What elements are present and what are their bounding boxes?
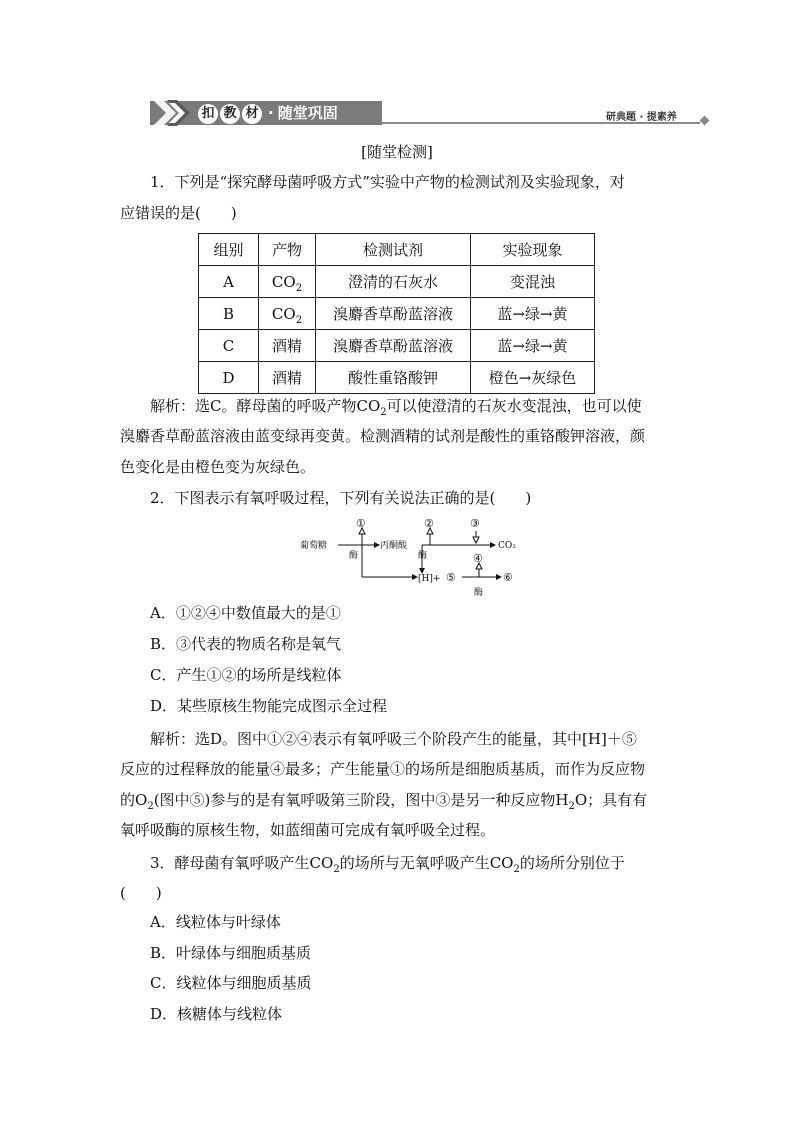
product-subscript: 2 [295,282,303,294]
arrowhead [490,542,496,548]
q2-stem: 2．下图表示有氧呼吸过程，下列有关说法正确的是( ) [150,489,532,507]
label-pyruvate: 丙酮酸 [380,541,408,551]
label-circle-6: ⑥ [503,571,513,584]
q1-analysis-line3: 色变化是由橙色变为灰绿色。 [120,458,316,476]
table-row [199,330,595,362]
arrowhead [496,574,502,580]
diamond-icon [700,116,710,126]
q2-option-c: C．产生①②的场所是线粒体 [150,666,342,684]
q3-stem-line2: ( ) [120,884,162,902]
table-header-cell: 产物 [259,234,316,266]
banner-badge: 扣 [198,104,218,124]
q3-option-b: B．叶绿体与细胞质基质 [150,944,312,962]
table-row [199,298,595,330]
table-cell-group: D [199,362,259,394]
text-span: 的场所分别位于 [519,854,625,872]
q2-analysis-line4: 氧呼吸酶的原核生物，如蓝细菌可完成有氧呼吸全过程。 [120,821,496,839]
label-h-plus: [H]+ [418,574,441,584]
table-header-cell: 实验现象 [471,234,595,266]
table-cell-phenomenon: 蓝→绿→黄 [471,298,595,330]
table-cell-reagent: 溴麝香草酚蓝溶液 [316,330,471,362]
subscript: 2 [513,864,520,875]
product-text: 酒精 [271,368,302,387]
subscript: 2 [568,801,575,812]
text-span: O；具有有 [574,791,648,809]
q1-analysis-line1 [150,396,642,416]
subscript: 2 [380,407,387,418]
table-cell-product [259,362,316,394]
arrowhead-hollow [473,537,479,543]
banner-separator: · [268,104,274,122]
text-span: 的场所与无氧呼吸产生CO [339,854,514,872]
product-text: 酒精 [271,336,302,355]
q2-analysis-line1: 解析：选D。图中①②④表示有氧呼吸三个阶段产生的能量，其中[H]＋⑤ [150,730,637,748]
label-co2: CO₂ [498,541,516,551]
table-cell-group: C [199,330,259,362]
banner-badge: 教 [220,104,240,124]
table-header-cell: 检测试剂 [316,234,471,266]
q3-option-a: A．线粒体与叶绿体 [150,913,281,931]
q3-option-d: D．核糖体与线粒体 [150,1005,283,1023]
chevron-arrows-icon [153,100,199,126]
label-circle-2: ② [424,518,434,530]
table-cell-group: B [199,298,259,330]
table-cell-product [259,266,316,298]
subscript: 2 [147,801,154,812]
banner-title [198,101,338,125]
q1-analysis-line2: 溴麝香草酚蓝溶液由蓝变绿再变黄。检测酒精的试剂是酸性的重铬酸钾溶液，颜 [120,427,646,445]
table-cell-phenomenon: 蓝→绿→黄 [471,330,595,362]
banner-subtitle: 随堂巩固 [277,104,338,122]
q2-option-d: D．某些原核生物能完成图示全过程 [150,697,388,715]
text-span: (图中⑤)参与的是有氧呼吸第三阶段，图中③是另一种反应物H [153,791,569,809]
label-glucose: 葡萄糖 [300,541,328,551]
section-title: [随堂检测] [361,143,433,161]
text-span: 的O [120,791,148,809]
product-subscript: 2 [295,314,303,326]
q1-stem-line1: 1．下列是“探究酵母菌呼吸方式”实验中产物的检测试剂及实验现象，对 [150,173,625,191]
label-circle-3: ③ [470,518,480,530]
label-enzyme: 酶 [474,588,484,598]
aerobic-respiration-diagram [300,518,520,598]
label-enzyme: 酶 [349,551,359,561]
label-circle-4: ④ [473,552,483,565]
table-cell-reagent: 澄清的石灰水 [316,266,471,298]
table-cell-reagent: 酸性重铬酸钾 [316,362,471,394]
table-cell-product [259,330,316,362]
q2-option-b: B．③代表的物质名称是氧气 [150,635,342,653]
table-cell-phenomenon: 橙色→灰绿色 [471,362,595,394]
product-text: CO [271,304,296,323]
table-cell-group: A [199,266,259,298]
q3-stem-line1 [150,853,625,873]
text-span: 可以使澄清的石灰水变混浊，也可以使 [386,397,642,415]
q1-stem-line2: 应错误的是( ) [120,204,237,222]
q2-analysis-line3 [120,790,647,810]
subscript: 2 [333,864,340,875]
label-enzyme: 酶 [418,551,428,561]
q2-analysis-line2: 反应的过程释放的能量④最多；产生能量①的场所是细胞质基质，而作为反应物 [120,760,646,778]
text-span: 解析：选C。酵母菌的呼吸产物CO [150,397,381,415]
table-row [199,266,595,298]
text-span: 3．酵母菌有氧呼吸产生CO [150,854,334,872]
table-cell-phenomenon: 变混浊 [471,266,595,298]
header-right-label: 研典题 · 提素养 [606,112,677,123]
table-header-cell: 组别 [199,234,259,266]
q3-option-c: C．线粒体与细胞质基质 [150,974,312,992]
banner-badge: 材 [242,104,262,124]
table-cell-reagent: 溴麝香草酚蓝溶液 [316,298,471,330]
label-circle-5: ⑤ [446,571,456,584]
table-cell-product [259,298,316,330]
table-header-row [199,234,595,266]
table-row [199,362,595,394]
q1-table [198,233,595,394]
product-text: CO [271,272,296,291]
q2-option-a: A．①②④中数值最大的是① [150,604,341,622]
label-circle-1: ① [356,518,366,530]
